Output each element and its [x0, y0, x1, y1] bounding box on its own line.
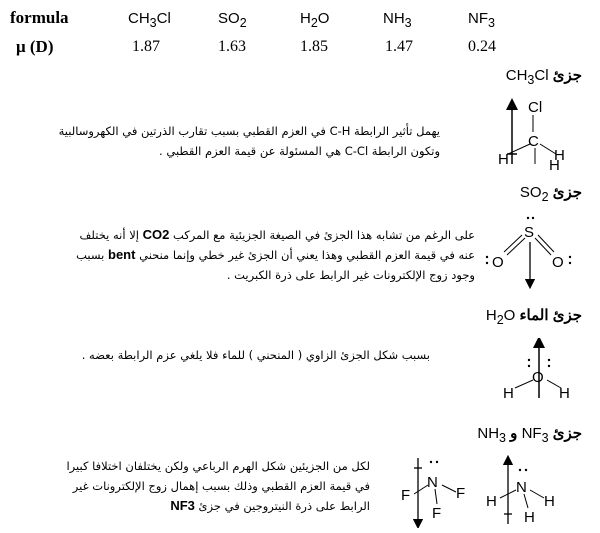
paragraph-ch3cl: يهمل تأثير الرابطة C-H في العزم القطبي بسبب تقارب الذرتين في الكهروسالبية وتكون الرابطة C-Cl هي المسئولة عن قيمة العزم القطبي .	[58, 124, 440, 158]
atom-o: O	[552, 254, 564, 271]
atom-h: H	[524, 509, 535, 526]
dipole-value: 1.85	[300, 38, 328, 55]
so2-structure-diagram	[478, 212, 583, 294]
atom-h: H	[498, 151, 509, 168]
nf3-structure-diagram	[398, 452, 478, 528]
section-title-so2: جزئ $SO_2$	[519, 184, 582, 204]
dipole-value: 1.63	[218, 38, 246, 55]
atom-h: H	[549, 157, 560, 172]
formula-header: formula	[10, 8, 69, 27]
atom-h: H	[503, 385, 514, 402]
section-title-h2o: جزئ الماء $H_2O$	[485, 307, 582, 327]
ch3cl-structure-diagram	[490, 92, 585, 172]
paragraph-nh3-nf3: لكل من الجزيئين شكل الهرم الرباعي ولكن يختلفان اختلافا كبيرا في قيمة العزم القطبي وذلك بسبب إهمال زوج الإلكترونات غير الرابط على ذرة النيتروجين في جزئ NF3	[66, 459, 370, 513]
atom-h: H	[559, 385, 570, 402]
atom-cl: Cl	[528, 99, 543, 116]
formula-ch3cl: $CH_3Cl$	[128, 10, 171, 30]
section-title-nh3-nf3: جزئ $NF_3$ و $NH_3$	[477, 425, 582, 445]
atom-n: N	[427, 474, 438, 491]
atom-f: F	[401, 487, 411, 504]
atom-f: F	[456, 485, 466, 502]
formula-nh3: $NH_3$	[383, 10, 412, 30]
paragraph-so2: على الرغم من تشابه هذا الجزئ في الصيغة الجزيئية مع المركب CO2 إلا أنه يختلف عنه في قيمة العزم القطبي وهذا يعني أن الجزئ غير خطي وإنما منحني bent بسبب وجود زوج الإلكترونات غير الرابط على ذرة الكبريت .	[76, 227, 475, 282]
formula-so2: $SO_2$	[218, 10, 247, 30]
paragraph-h2o: بسبب شكل الجزئ الزاوي ( المنحني ) للماء فلا يلغي عزم الرابطة بعضه .	[81, 348, 430, 362]
atom-o: O	[492, 254, 504, 271]
atom-s: S	[524, 224, 535, 241]
h2o-structure-diagram	[495, 338, 575, 403]
formula-nf3: $NF_3$	[468, 10, 495, 30]
nh3-structure-diagram	[478, 452, 568, 528]
atom-o: O	[532, 369, 544, 386]
atom-c: C	[528, 133, 539, 150]
formula-h2o: $H_2O$	[300, 10, 330, 30]
atom-n: N	[516, 479, 527, 496]
atom-h: H	[544, 493, 555, 510]
atom-h: H	[486, 493, 497, 510]
section-title-ch3cl: جزئ $CH_3Cl$	[505, 67, 582, 87]
atom-f: F	[432, 505, 442, 522]
atom-h: H	[554, 147, 565, 164]
dipole-value: 1.87	[132, 38, 160, 55]
dipole-value: 1.47	[385, 38, 413, 55]
dipole-value: 0.24	[468, 38, 496, 55]
dipole-header: μ (D)	[16, 37, 54, 56]
